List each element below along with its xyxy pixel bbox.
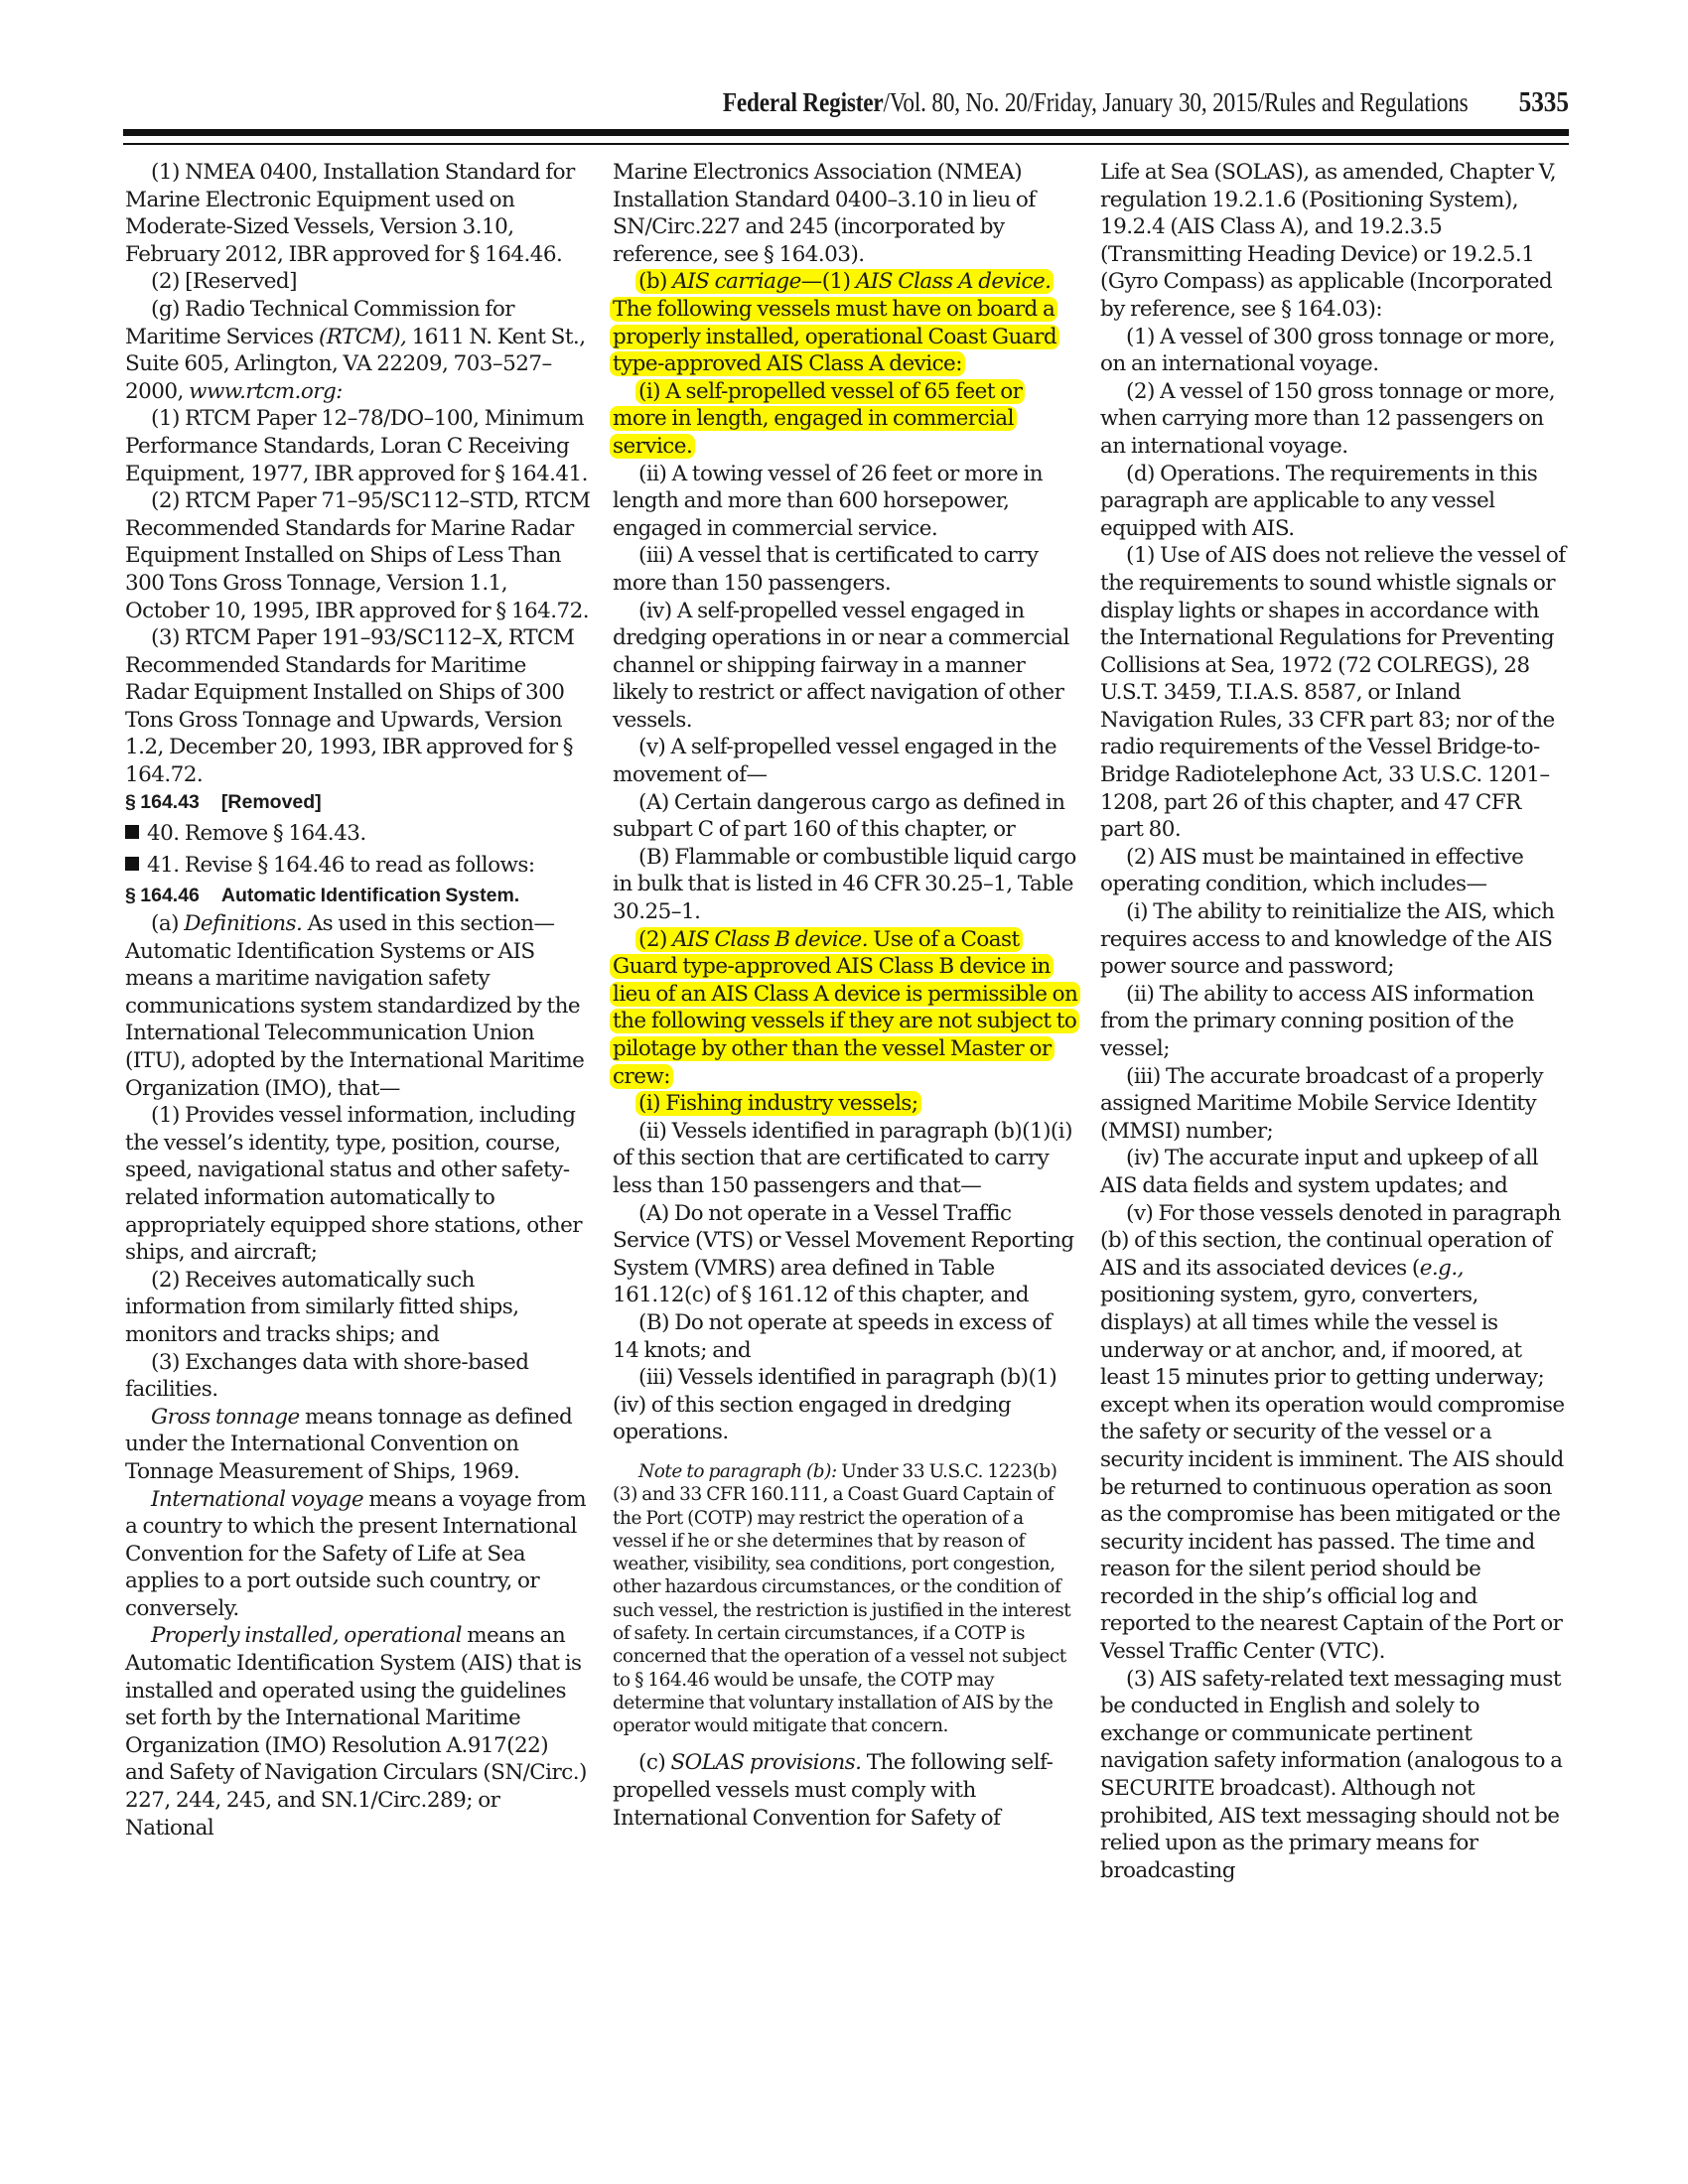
definition-gross-tonnage: Gross tonnage means tonnage as defined under the International Convention on Tonnage Measurement of Ships, 1969. xyxy=(125,1404,573,1484)
issue-info: /Vol. 80, No. 20/Friday, January 30, 2015/Rules and Regulations xyxy=(883,87,1469,117)
paragraph: (3) Exchanges data with shore-based facilities. xyxy=(125,1349,529,1403)
paragraph: (ii) A towing vessel of 26 feet or more in length and more than 600 horsepower, engaged in commercial service. xyxy=(613,461,1044,541)
section-heading-164-43: § 164.43 [Removed] xyxy=(125,790,322,813)
paragraph: (2) AIS must be maintained in effective operating condition, which includes— xyxy=(1100,844,1524,897)
section-heading-164-46: § 164.46 Automatic Identification System. xyxy=(125,885,520,907)
paragraph: (iii) A vessel that is certificated to carry more than 150 passengers. xyxy=(613,543,1039,596)
paragraph: (2) A vessel of 150 gross tonnage or more, when carrying more than 12 passengers on an international voyage. xyxy=(1100,378,1556,459)
highlight: (b) AIS carriage—(1) AIS Class A device. The following vessels must have on board a properly installed, operational Coast Guard type-approved AIS Class A device: xyxy=(610,269,1059,376)
paragraph: (i) The ability to reinitialize the AIS, which requires access to and knowledge of the AIS power source and password; xyxy=(1100,899,1555,980)
paragraph: (iv) A self-propelled vessel engaged in dredging operations in or near a commercial channel or shipping fairway in a manner likely to restrict or affect navigation of other vessels. xyxy=(613,598,1069,733)
paragraph-continued: Marine Electronics Association (NMEA) Installation Standard 0400–3.10 in lieu of SN/Circ.227 and 245 (incorporated by reference, see § 164.03). xyxy=(613,160,1036,267)
square-bullet-icon xyxy=(125,857,139,871)
paragraph-b2i-highlighted xyxy=(613,1090,1079,1118)
highlight: (2) AIS Class B device. Use of a Coast Guard type-approved AIS Class B device in lieu of an AIS Class A device is permissible on the following vessels if they are not subject to pilotage by other than the vessel Master or crew: xyxy=(610,927,1080,1089)
paragraph: (1) Provides vessel information, including the vessel’s identity, type, position, course, speed, navigational status and other safety-related information automatically to appropriately equipped shore stations, other ships, and aircraft; xyxy=(125,1103,582,1266)
page-number: 5335 xyxy=(1518,87,1569,118)
paragraph: (2) RTCM Paper 71–95/SC112–STD, RTCM Recommended Standards for Marine Radar Equipment Installed on Ships of Less Than 300 Tons Gross Tonnage, Version 1.1, October 10, 1995, IBR approved for § 164.72. xyxy=(125,488,591,623)
paragraph: (1) A vessel of 300 gross tonnage or more, on an international voyage. xyxy=(1100,324,1556,377)
paragraph: (iv) The accurate input and upkeep of all AIS data fields and system updates; and xyxy=(1100,1146,1538,1198)
paragraph: (2) [Reserved] xyxy=(151,269,297,295)
definition-properly-installed: Properly installed, operational means an Automatic Identification System (AIS) that is installed and operated using the guidelines set forth by the International Maritime Organization (IMO) Resolution A.917(22) and Safety of Navigation Circulars (SN/Circ.) 227, 244, 245, and SN.1/Circ.289; or National xyxy=(125,1623,587,1841)
paragraph: (g) Radio Technical Commission for Maritime Services (RTCM), 1611 N. Kent St., Suite 605, Arlington, VA 22209, 703–527–2000, www.rtcm.org: xyxy=(125,296,586,404)
paragraph-b-highlighted xyxy=(613,268,1079,377)
note-to-paragraph-b: Note to paragraph (b): Under 33 U.S.C. 1223(b)(3) and 33 CFR 160.111, a Coast Guard Captain of the Port (COTP) may restrict the operation of a vessel if he or she determines that by reason of weather, visibility, sea conditions, port congestion, other hazardous circumstances, or the condition of such vessel, the restriction is justified in the interest of safety. In certain circumstances, if a COTP is concerned that the operation of a vessel not subject to § 164.46 would be unsafe, the COTP may determine that voluntary installation of AIS by the operator would mitigate that concern. xyxy=(613,1460,1071,1737)
paragraph-b2-highlighted xyxy=(613,926,1079,1091)
paragraph: (3) RTCM Paper 191–93/SC112–X, RTCM Recommended Standards for Maritime Radar Equipment Installed on Ships of 300 Tons Gross Tonnage and Upwards, Version 1.2, December 20, 1993, IBR approved for § 164.72. xyxy=(125,625,575,788)
paragraph: (1) RTCM Paper 12–78/DO–100, Minimum Performance Standards, Loran C Receiving Equipment, 1977, IBR approved for § 164.41. xyxy=(125,406,588,486)
amendatory-instruction: 41. Revise § 164.46 to read as follows: xyxy=(125,852,592,880)
column-3 xyxy=(1100,159,1567,1884)
paragraph: (A) Do not operate in a Vessel Traffic Service (VTS) or Vessel Movement Reporting System (VMRS) area defined in Table 161.12(c) of § 161.12 of this chapter, and xyxy=(613,1200,1074,1308)
paragraph: (iii) The accurate broadcast of a properly assigned Maritime Mobile Service Identity (MMSI) number; xyxy=(1100,1063,1544,1144)
paragraph: (A) Certain dangerous cargo as defined in subpart C of part 160 of this chapter, or xyxy=(613,789,1065,843)
paragraph: (ii) The ability to access AIS information from the primary conning position of the vessel; xyxy=(1100,981,1534,1061)
paragraph: (1) NMEA 0400, Installation Standard for Marine Electronic Equipment used on Moderate-Sized Vessels, Version 3.10, February 2012, IBR approved for § 164.46. xyxy=(125,160,575,267)
paragraph: (v) A self-propelled vessel engaged in the movement of— xyxy=(613,735,1057,788)
paragraph-d: (d) Operations. The requirements in this paragraph are applicable to any vessel equipped with AIS. xyxy=(1100,461,1538,541)
paragraph-a: (a) Definitions. As used in this section—Automatic Identification Systems or AIS means a maritime navigation safety communications system standardized by the International Telecommunication Union (ITU), adopted by the International Maritime Organization (IMO), that— xyxy=(125,911,585,1101)
paragraph: (iii) Vessels identified in paragraph (b)(1)(iv) of this section engaged in dredging operations. xyxy=(613,1365,1057,1445)
header-rule-thick xyxy=(123,129,1569,136)
square-bullet-icon xyxy=(125,825,139,839)
header-rule-thin xyxy=(123,143,1569,145)
page-header xyxy=(123,87,1569,127)
paragraph-continued: Life at Sea (SOLAS), as amended, Chapter V, regulation 19.2.1.6 (Positioning System), 19.2.4 (AIS Class A), and 19.2.3.5 (Transmitting Heading Device) or 19.2.5.1 (Gyro Compass) as applicable (Incorporated by reference, see § 164.03): xyxy=(1100,160,1557,322)
amendatory-instruction: 40. Remove § 164.43. xyxy=(125,820,592,848)
paragraph: (v) For those vessels denoted in paragraph (b) of this section, the continual operation of AIS and its associated devices (e.g., positioning system, gyro, converters, displays) at all times while the vessel is underway or at anchor, and, if moored, at least 15 minutes prior to getting underway; except when its operation would compromise the safety or security of the vessel or a security incident is imminent. The AIS should be returned to continuous operation as soon as the compromise has been mitigated or the security incident has passed. The time and reason for the silent period should be recorded in the ship’s official log and reported to the nearest Captain of the Port or Vessel Traffic Center (VTC). xyxy=(1100,1200,1565,1665)
paragraph-b1i-highlighted xyxy=(613,378,1079,461)
paragraph: (ii) Vessels identified in paragraph (b)(1)(i) of this section that are certificated to carry less than 150 passengers and that— xyxy=(613,1118,1072,1198)
journal-title: Federal Register xyxy=(722,87,884,117)
definition-international-voyage: International voyage means a voyage from a country to which the present International Convention for the Safety of Life at Sea applies to a port outside such country, or conversely. xyxy=(125,1486,587,1621)
highlight: (i) A self-propelled vessel of 65 feet or more in length, engaged in commercial service. xyxy=(610,379,1025,459)
paragraph-c: (c) SOLAS provisions. The following self-propelled vessels must comply with International Convention for Safety of xyxy=(613,1750,1054,1831)
paragraph: (2) Receives automatically such information from similarly fitted ships, monitors and tracks ships; and xyxy=(125,1267,519,1347)
rtcm-url: www.rtcm.org: xyxy=(189,378,343,404)
column-1 xyxy=(125,159,592,1842)
column-2 xyxy=(613,159,1079,1832)
paragraph: (B) Flammable or combustible liquid cargo in bulk that is listed in 46 CFR 30.25–1, Table 30.25–1. xyxy=(613,844,1076,925)
paragraph: (1) Use of AIS does not relieve the vessel of the requirements to sound whistle signals or display lights or shapes in accordance with the International Regulations for Preventing Collisions at Sea, 1972 (72 COLREGS), 28 U.S.T. 3459, T.I.A.S. 8587, or Inland Navigation Rules, 33 CFR part 83; nor of the radio requirements of the Vessel Bridge-to-Bridge Radiotelephone Act, 33 U.S.C. 1201–1208, part 26 of this chapter, and 47 CFR part 80. xyxy=(1100,543,1566,843)
paragraph: (3) AIS safety-related text messaging must be conducted in English and solely to exchange or communicate pertinent navigation safety information (analogous to a SECURITE broadcast). Although not prohibited, AIS text messaging should not be relied upon as the primary means for broadcasting xyxy=(1100,1666,1563,1883)
running-head xyxy=(326,87,1569,118)
highlight: (i) Fishing industry vessels; xyxy=(635,1091,921,1116)
paragraph: (B) Do not operate at speeds in excess of 14 knots; and xyxy=(613,1309,1053,1363)
